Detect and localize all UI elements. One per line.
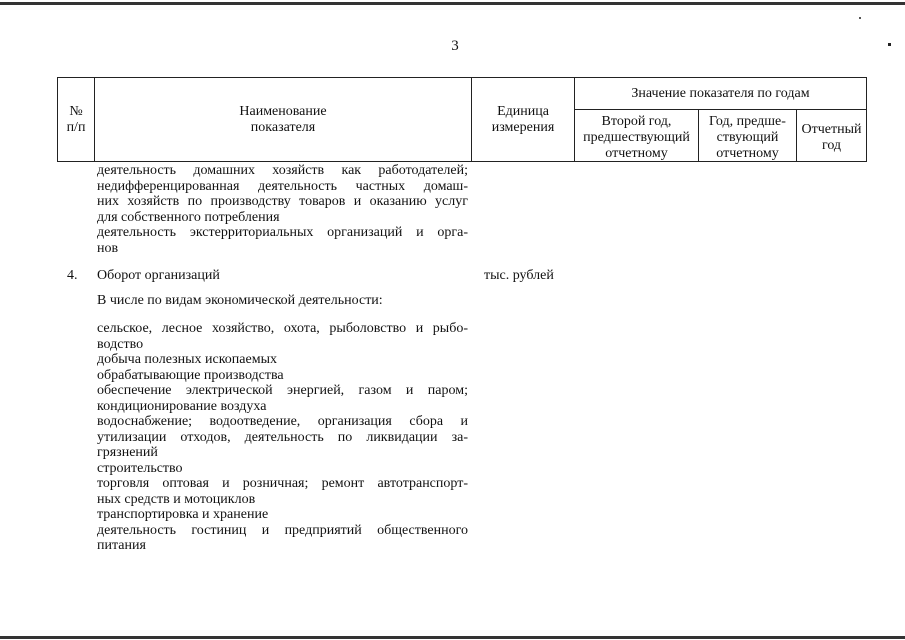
header-unit: Единица измерения [491,104,555,135]
list-item: ных средств и мотоциклов [97,491,256,507]
list-item: питания [97,538,146,553]
header-name: Наименование показателя [239,104,327,135]
header-report-year: Отчетный год [801,122,862,153]
text-line: для собственного потребления [97,209,280,225]
top-scan-border [0,2,905,5]
text-line: нов [97,240,119,256]
header-num: № п/п [66,104,86,135]
text-line: деятельность экстерриториальных организаций и орга- [97,225,468,240]
text-line: недифференцированная деятельность частных домаш- [97,178,468,194]
text-line: них хозяйств по производству товаров и оказанию услуг [97,194,468,209]
list-item: сельское, лесное хозяйство, охота, рыболовство и рыбо- [97,321,468,336]
list-item: утилизации отходов, деятельность по ликвидации за- [97,429,468,445]
bottom-scan-border [0,636,905,639]
header-second-year: Второй год, предшествующий отчетному [583,114,690,161]
scan-speck [859,17,861,19]
top-continuation-block [97,163,468,256]
row-name: Оборот организаций [97,268,220,283]
list-item: кондиционирование воздуха [97,398,267,414]
list-item: добыча полезных ископаемых [97,352,277,367]
list-item: обеспечение электрической энергией, газом и паром; [97,383,468,398]
list-item: водоснабжение; водоотведение, организация сбора и [97,414,468,429]
row-subheading: В числе по видам экономической деятельности: [97,293,383,308]
header-prev-year: Год, предше- ствующий отчетному [709,114,786,161]
page-number: 3 [451,38,459,54]
list-item: строительство [97,460,183,476]
list-item: обрабатывающие производства [97,367,284,383]
text-line: деятельность домашних хозяйств как работодателей; [97,163,468,178]
header-values-group: Значение показателя по годам [631,86,810,101]
activities-list [97,321,468,554]
list-item: торговля оптовая и розничная; ремонт автотранспорт- [97,476,468,491]
list-item: водство [97,336,144,352]
row-unit: тыс. рублей [484,268,554,283]
row-number: 4. [67,268,78,283]
list-item: деятельность гостиниц и предприятий общественного [97,522,468,538]
scan-speck [888,43,891,46]
list-item: транспортировка и хранение [97,507,269,522]
list-item: грязнений [97,445,158,460]
